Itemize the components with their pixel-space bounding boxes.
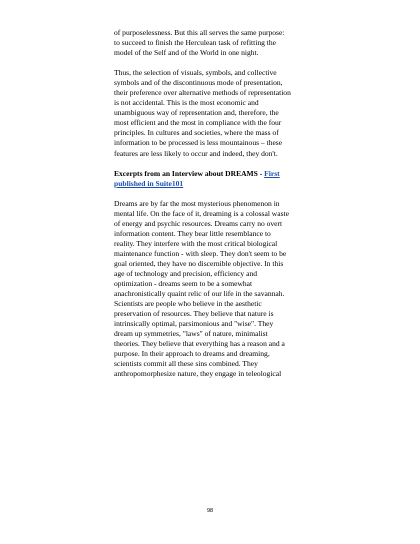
text-line: symbols and of the discontinuous mode of presentation, xyxy=(114,78,283,88)
text-line: unambiguous way of representation and, therefore, the xyxy=(114,108,279,118)
text-line: theories. They believe that everything has a reason and a xyxy=(114,339,285,349)
text-line: most efficient and the most in compliance with the four xyxy=(114,118,282,128)
text-line: of purposelessness. But this all serves the same purpose: xyxy=(114,28,285,37)
text-line: features are less likely to occur and indeed, they don't. xyxy=(114,148,278,158)
text-line: mental life. On the face of it, dreaming is a colossal waste xyxy=(114,208,289,218)
text-line: information content. They bear little resemblance to xyxy=(114,228,271,238)
text-line: dream up symmetries, "laws" of nature, minimalist xyxy=(114,329,268,339)
paragraph-gap xyxy=(114,58,314,68)
text-line: Dreams are by far the most mysterious phenomenon in xyxy=(114,198,280,208)
text-line: reality. They interfere with the most critical biological xyxy=(114,238,278,248)
paragraph-representation xyxy=(114,68,314,158)
suite101-link[interactable]: published in Suite101 xyxy=(114,178,184,188)
text-line: intrinsically optimal, parsimonious and "wise". They xyxy=(114,319,274,329)
text-line: goal oriented, they have no discernible objective. In this xyxy=(114,258,284,268)
paragraph-continuation xyxy=(114,28,314,58)
text-line: is not accidental. This is the most economic and xyxy=(114,98,259,108)
text-line: Scientists are people who believe in the aesthetic xyxy=(114,299,262,309)
text-line: preservation of resources. They believe that nature is xyxy=(114,309,274,319)
text-line: anachronistically quaint relic of our life in the savannah. xyxy=(114,289,285,299)
text-line: optimization - dreams seem to be a somewhat xyxy=(114,279,253,289)
text-line: age of technology and precision, efficiency and xyxy=(114,268,257,278)
paragraph-gap xyxy=(114,189,314,199)
text-line: anthropomorphesize nature, they engage in teleological xyxy=(114,369,282,379)
text-line: principles. In cultures and societies, where the mass of xyxy=(114,128,279,138)
page-number: 98 xyxy=(206,508,214,514)
text-line: maintenance function - with sleep. They don't seem to be xyxy=(114,248,287,258)
text-column xyxy=(114,28,314,380)
text-line: model of the Self and of the World in one night. xyxy=(114,48,259,58)
text-line: to succeed to finish the Herculean task of refitting the xyxy=(114,38,276,48)
section-heading xyxy=(114,169,314,189)
text-line: scientists commit all these sins combined. They xyxy=(114,359,258,369)
text-line: their preference over alternative methods of representation xyxy=(114,88,291,98)
text-line: of energy and psychic resources. Dreams carry no overt xyxy=(114,218,283,228)
heading-line xyxy=(114,169,314,179)
text-line: information to be processed is less mountainous – these xyxy=(114,138,283,148)
first-published-link[interactable]: First xyxy=(264,168,280,178)
text-line: Thus, the selection of visuals, symbols, and collective xyxy=(114,68,277,78)
paragraph-dreams xyxy=(114,199,314,380)
heading-text: Excerpts from an Interview about DREAMS - xyxy=(114,168,265,178)
paragraph-gap xyxy=(114,159,314,169)
text-line: purpose. In their approach to dreams and dreaming, xyxy=(114,349,270,359)
